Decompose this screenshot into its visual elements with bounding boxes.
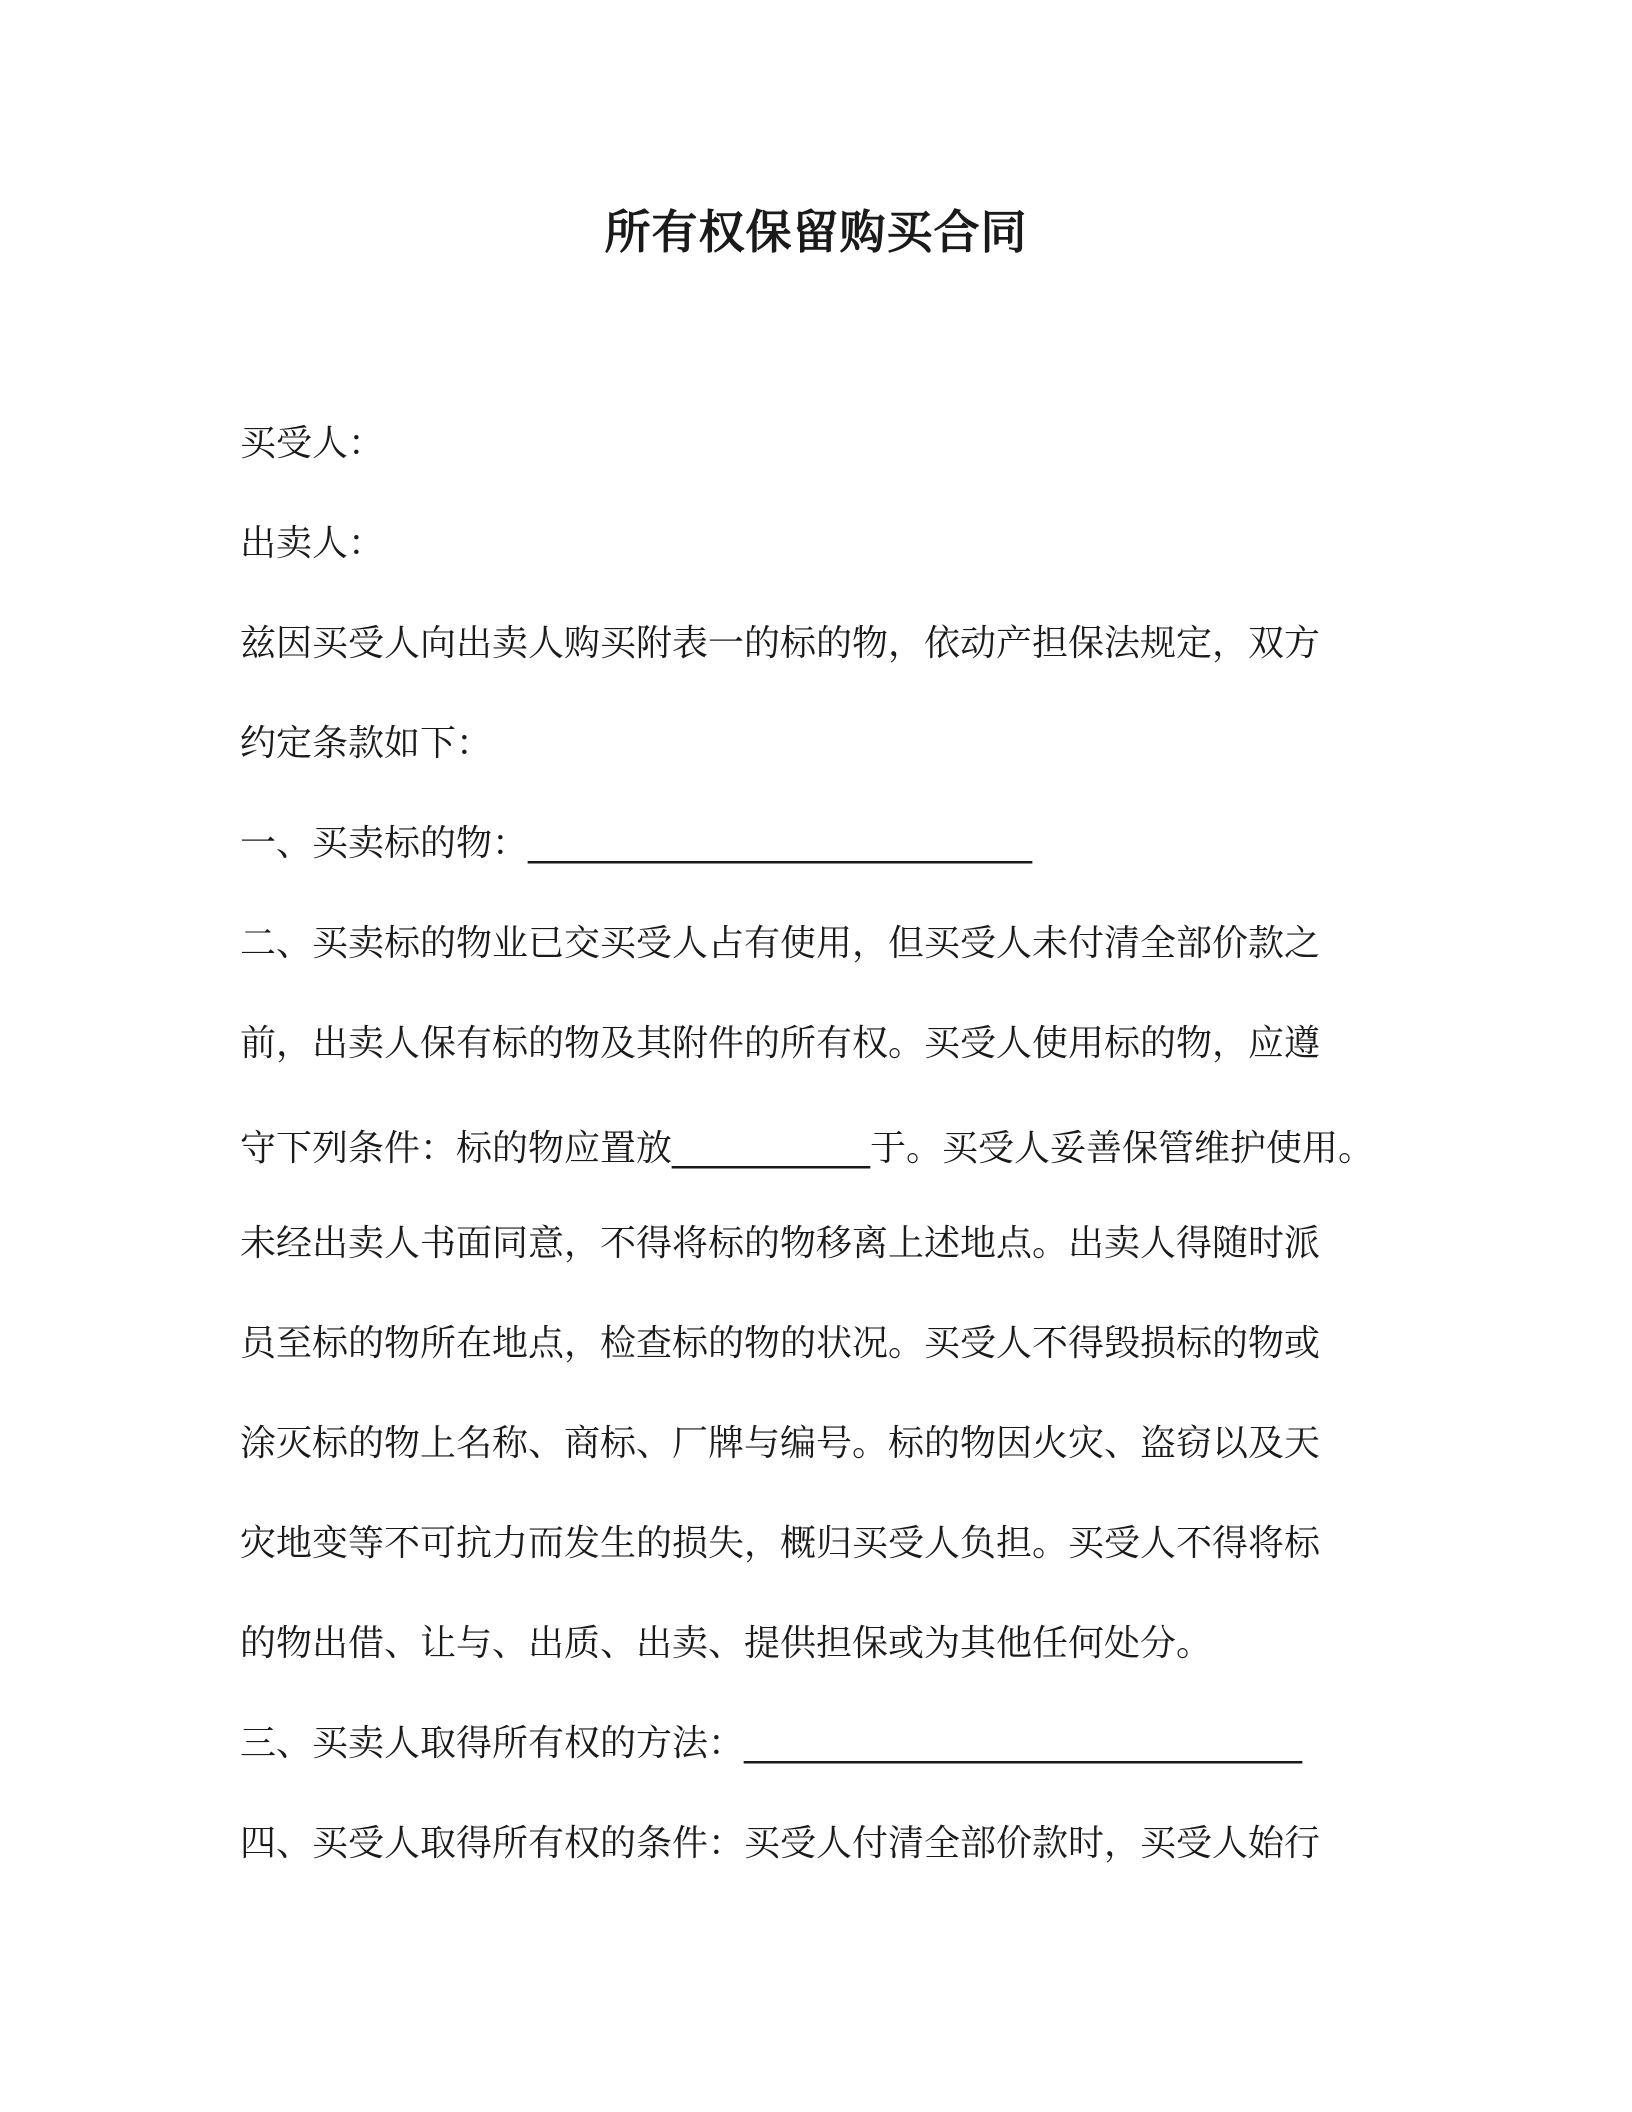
clause-2-line-2: 前，出卖人保有标的物及其附件的所有权。买受人使用标的物，应遵 — [240, 1023, 1321, 1064]
document-title: 所有权保留购买合同 — [604, 205, 1028, 259]
seller-label: 出卖人： — [240, 523, 385, 564]
clause-2-line-8: 的物出借、让与、出质、出卖、提供担保或为其他任何处分。 — [240, 1623, 1213, 1664]
clause-3-line: 三、买卖人取得所有权的方法：_______________________________ — [240, 1723, 1303, 1764]
preamble-line-2: 约定条款如下： — [240, 723, 493, 764]
clause-2-line-1: 二、买卖标的物业已交买受人占有使用，但买受人未付清全部价款之 — [240, 923, 1321, 964]
clause-2-line-6: 涂灭标的物上名称、商标、厂牌与编号。标的物因火灾、盗窃以及天 — [240, 1423, 1321, 1464]
preamble-line-1: 兹因买受人向出卖人购买附表一的标的物，依动产担保法规定，双方 — [240, 623, 1321, 664]
clause-2-line-5: 员至标的物所在地点，检查标的物的状况。买受人不得毁损标的物或 — [240, 1323, 1321, 1364]
clause-4-line-1: 四、买受人取得所有权的条件：买受人付清全部价款时，买受人始行 — [240, 1823, 1321, 1864]
clause-1-line: 一、买卖标的物：____________________________ — [240, 823, 1033, 864]
clause-2-line-4: 未经出卖人书面同意，不得将标的物移离上述地点。出卖人得随时派 — [240, 1223, 1321, 1264]
clause-2-line-7: 灾地变等不可抗力而发生的损失，概归买受人负担。买受人不得将标 — [240, 1523, 1321, 1564]
clause-2-line-3: 守下列条件：标的物应置放___________于。买受人妥善保管维护使用。 — [240, 1128, 1375, 1169]
buyer-label: 买受人： — [240, 423, 385, 464]
